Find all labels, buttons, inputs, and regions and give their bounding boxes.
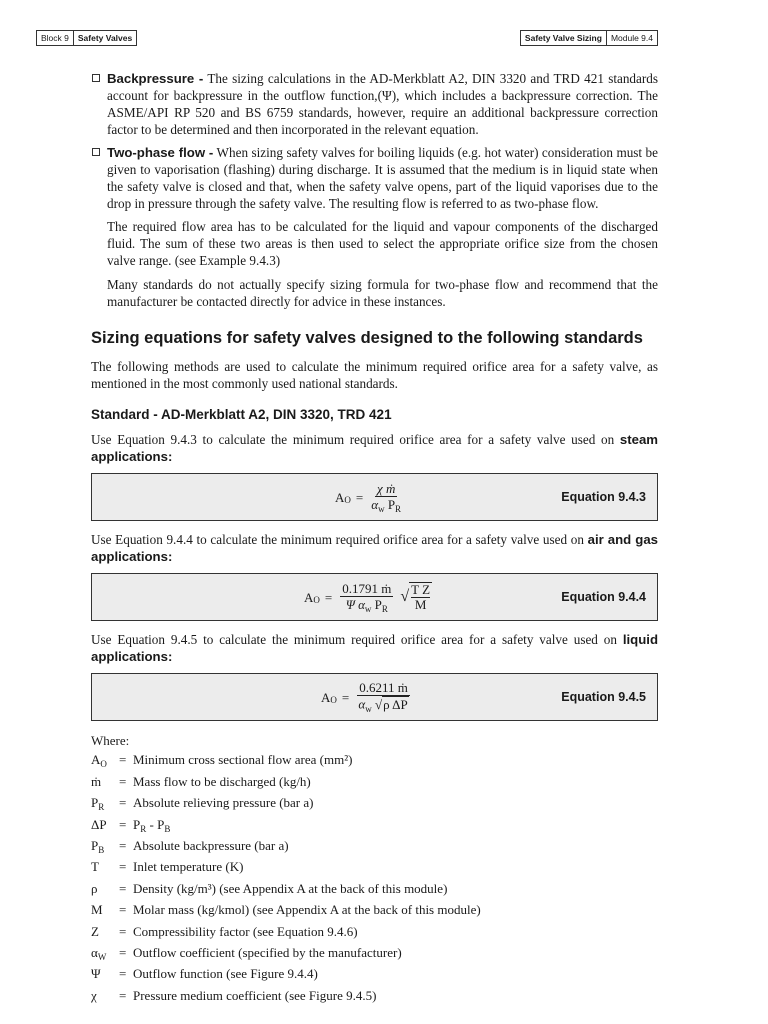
definition-row: $\alpha_W$ = Outflow coefficient (specified by the manufacturer) [91, 943, 658, 964]
definition-symbol: Ψ [91, 966, 101, 982]
definition-text: Absolute relieving pressure (bar a) [133, 795, 314, 811]
definition-text: Outflow function (see Figure 9.4.4) [133, 966, 318, 982]
bullet-backpressure [91, 70, 658, 138]
application-label: steam applications: [91, 432, 659, 464]
definition-row: χ = Pressure medium coefficient (see Figure 9.4.5) [91, 986, 658, 1007]
section-heading: Sizing equations for safety valves designed to the following standards [91, 329, 643, 347]
page-body [91, 70, 658, 1007]
block-number: Block 9 [36, 30, 74, 46]
module-title: Safety Valve Sizing [520, 30, 607, 46]
definition-row: Z = Compressibility factor (see Equation 9.4.6) [91, 922, 658, 943]
definition-text: Density (kg/m³) (see Appendix A at the back of this module) [133, 880, 448, 896]
definition-row: ṁ = Mass flow to be discharged (kg/h) [91, 772, 658, 793]
equation-label: Equation 9.4.3 [561, 490, 646, 504]
square-bullet-icon [92, 74, 100, 82]
equation-box [91, 673, 658, 721]
definitions-list [91, 731, 658, 1007]
definition-symbol: $\alpha_W$ [91, 945, 107, 963]
block-title: Safety Valves [74, 30, 137, 46]
definition-symbol: T [91, 859, 99, 875]
application-label: air and gas applications: [91, 532, 658, 564]
definition-symbol: $A_O$ [91, 752, 107, 770]
square-root-icon: √ [374, 696, 383, 712]
equation-box [91, 473, 658, 521]
equation-label: Equation 9.4.5 [561, 690, 646, 704]
definition-text: Outflow coefficient (specified by the manufacturer) [133, 945, 402, 961]
application-label: liquid applications: [91, 632, 659, 664]
definition-text: $P_R - P_B$ [133, 816, 171, 834]
bullet-text: When sizing safety valves for boiling liquids (e.g. hot water) consideration must be given to vaporisation (flashing) during discharge. It is assumed that the medium is in liquid state when the safety valve is closed and that, when the safety valve opens, part of the liquid vaporises due to the drop in pressure through the safety valve. The resulting flow is referred to as two-phase flow. [107, 145, 658, 211]
equation-formula: A O = 0.6211 ṁ $\alpha_w$ √ ρ ΔP [321, 680, 408, 714]
equation-formula: A O = $\frac{\text{χ ṁ}}{\alpha_w P_R}$ [335, 480, 402, 514]
module-number: Module 9.4 [607, 30, 658, 46]
equation-label: Equation 9.4.4 [561, 590, 646, 604]
where-label: Where: [91, 733, 130, 748]
definition-symbol: M [91, 902, 103, 918]
bullet-two-phase-flow [91, 144, 658, 212]
definition-text: Minimum cross sectional flow area (mm²) [133, 752, 353, 768]
bullet-text: The sizing calculations in the AD-Merkblatt A2, DIN 3320 and TRD 421 standards account for backpressure in the outflow function,(Ψ), which includes a backpressure correction. The ASME/API RP 520 and BS 6759 standards, however, require an additional backpressure correction factor to be determined and then incorporated in the relevant equation. [107, 71, 658, 137]
standard-heading: Standard - AD-Merkblatt A2, DIN 3320, TRD 421 [91, 407, 392, 422]
bullet-lead: Two-phase flow - [107, 145, 214, 160]
definition-row: M = Molar mass (kg/kmol) (see Appendix A at the back of this module) [91, 900, 658, 921]
definition-row: $P_B$ = Absolute backpressure (bar a) [91, 836, 658, 857]
definition-row: $A_O$ = Minimum cross sectional flow area (mm²) [91, 750, 658, 771]
equation-intro: Use Equation 9.4.4 to calculate the minimum required orifice area for a safety valve used on air and gas applications: [91, 532, 658, 564]
definition-symbol: $P_R$ [91, 795, 105, 813]
equation-formula: A O = $\frac{\text{0.1791 ṁ}}{\Psi \alpha_w P_R}$ √ T Z M [304, 580, 431, 614]
bullet-lead: Backpressure - [107, 71, 204, 86]
definition-symbol: Z [91, 923, 99, 939]
square-root-icon: √ [400, 588, 410, 605]
definition-symbol: ΔP [91, 816, 107, 832]
equation-intro: Use Equation 9.4.5 to calculate the minimum required orifice area for a safety valve used on liquid applications: [91, 632, 659, 664]
equation-intro: Use Equation 9.4.3 to calculate the minimum required orifice area for a safety valve used on steam applications: [91, 432, 659, 464]
definition-text: Mass flow to be discharged (kg/h) [133, 773, 311, 789]
definition-symbol: ṁ [91, 773, 102, 789]
definition-row: $P_R$ = Absolute relieving pressure (bar a) [91, 793, 658, 814]
definition-row: ρ = Density (kg/m³) (see Appendix A at the back of this module) [91, 879, 658, 900]
definition-row: T = Inlet temperature (K) [91, 857, 658, 878]
definition-symbol: $P_B$ [91, 838, 105, 856]
definition-symbol: χ [91, 987, 97, 1003]
header-right [520, 30, 658, 46]
definition-row: ΔP = $P_R - P_B$ [91, 815, 658, 836]
section-intro: The following methods are used to calculate the minimum required orifice area for a safety valve, as mentioned in the most commonly used national standards. [91, 359, 658, 391]
header-left [36, 30, 137, 46]
paragraph: Many standards do not actually specify sizing formula for two-phase flow and recommend that the manufacturer be contacted directly for advice in these instances. [107, 277, 658, 309]
definition-text: Pressure medium coefficient (see Figure 9.4.5) [133, 987, 377, 1003]
definition-text: Absolute backpressure (bar a) [133, 838, 289, 854]
definition-text: Molar mass (kg/kmol) (see Appendix A at the back of this module) [133, 902, 481, 918]
definition-row: Ψ = Outflow function (see Figure 9.4.4) [91, 964, 658, 985]
definition-text: Compressibility factor (see Equation 9.4.6) [133, 923, 358, 939]
definition-text: Inlet temperature (K) [133, 859, 244, 875]
definition-symbol: ρ [91, 880, 98, 896]
equation-box [91, 573, 658, 621]
paragraph: The required flow area has to be calculated for the liquid and vapour components of the discharged fluid. The sum of these two areas is then used to select the appropriate orifice size from the chosen valve range. (see Example 9.4.3) [107, 219, 658, 268]
square-bullet-icon [92, 148, 100, 156]
